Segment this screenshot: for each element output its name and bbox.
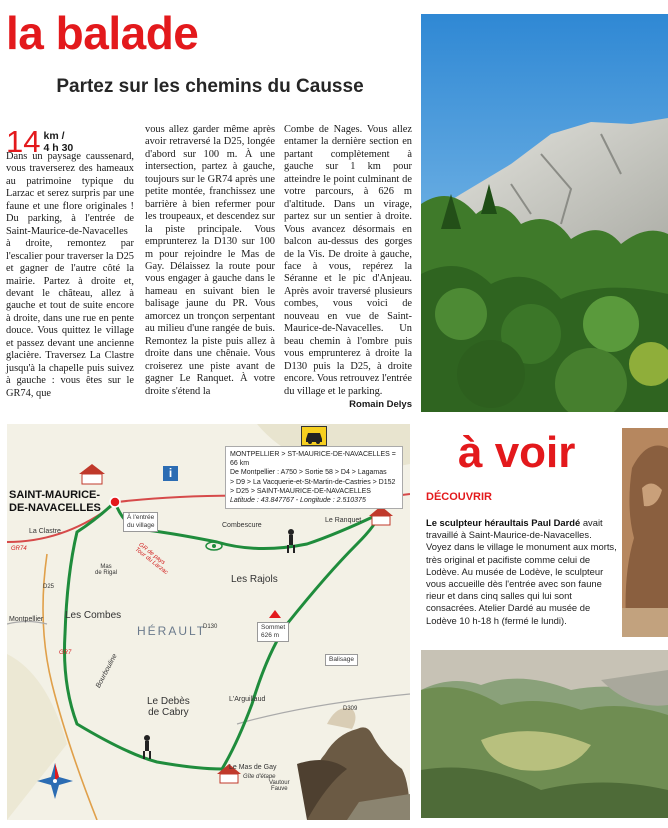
car-icon [301,426,327,446]
page-subtitle: Partez sur les chemins du Causse [56,76,364,97]
map-road-d309: D309 [343,706,358,712]
map-label-combescure: Combescure [222,522,262,529]
sculpture-photo [622,428,668,637]
sidebar-lead: Le sculpteur héraultais Paul Dardé [426,517,581,528]
page-title: la balade [6,7,199,59]
sidebar-category: DÉCOUVRIR [426,491,493,503]
article-text-1: Dans un paysage caussenard, vous traverserez des hameaux au patrimoine typique du Larzac et serez surpris par une faune et une flore originales ! Du parking, à l'entrée de Saint-Maurice-de-Navacelles à droite, remontez par l'escalier pour traverser la D25 et gagner de l'autre côté la mairie. Partez à droite et, devant le château, allez à gauche et tout de suite encore à droite, dans une rue en pente douce. Vous quittez le village et passez devant une ancienne glacière. Traversez La Clastre jusqu'à la chapelle puis suivez à gauche : vous êtes sur le GR74, que [6,151,134,399]
duration: 4 h 30 [43,142,74,154]
distance-unit: km / [43,130,65,142]
map-label-rajols: Les Rajols [231,574,278,585]
article-text-3: Combe de Nages. Vous allez entamer la dernière section en partant complètement à gauche sur 1 km pour atteindre le point culminant de votre parcours, à 626 m d'altitude. Dans un virage, partez sur un sentier à droite. Vous avancez désormais en balcon au-dessus des gorges de la Vis. De droite à gauche, face à vous, repérez la Séranne et le pic d'Anjeau. Après avoir traversé plusieurs combes, vous voici de nouveau en vue de Saint-Maurice-de-Navacelles. Un beau chemin à l'ombre puis vous emprunterez à droite la D130 puis la D25, à droite encore. Vous retrouvez l'entrée du village et le parking. [284,124,412,397]
route-map [7,424,410,820]
route-info-line-4: > D25 > SAINT-MAURICE-DE-NAVACELLES [230,487,371,495]
sidebar-text [426,517,618,627]
map-summit-box: Sommet 626 m [257,622,289,642]
gorge-photo [421,650,668,818]
article-text-2: vous allez garder même après avoir retraversé la D25, longée d'abord sur 100 m. À une intersection, partez à gauche, toujours sur le GR74 après une petite montée, franchissez une barrière à bien refermer pour les troupeaux, et descendez sur la piste principale. Vous emprunterez la D130 sur 100 m pour rejoindre le Mas de Gay. Délaissez la route pour vous engager à gauche dans le hameau en suivant bien le balisage jaune du PR. Vous amorcez un tronçon serpentant au milieu d'une rangée de buis. Remontez la piste puis allez à droite dans une chênaie. Vous croiserez une piste avant de gagner Le Ranquet. À votre droite s'étend la [145,124,275,397]
route-info-line-2: De Montpellier : A750 > Sortie 58 > D4 > Lagamas [230,469,387,477]
route-info-box [225,446,403,509]
map-label-debes: Le Debès de Cabry [147,696,190,718]
map-label-montpellier: Montpellier [9,616,44,623]
info-sign-icon: i [163,466,178,481]
distance-number: 14 [6,124,41,159]
map-balisage-box: Balisage [325,654,358,666]
start-marker [110,497,120,507]
map-label-vautour: Vautour Fauve [269,780,290,792]
map-parking-box: À l'entrée du village [123,512,158,532]
article-column-1 [6,124,134,400]
landscape-photo [421,14,668,412]
sidebar-heading: à voir [458,428,576,477]
route-info-line-3: > D9 > La Vacquerie-et-St-Martin-de-Castries > D152 [230,478,396,486]
map-label-arguillaud: L'Arguillaud [229,696,266,703]
route-coordinates: Latitude : 43.847767 - Longitude : 2.510375 [230,497,366,505]
map-label-gite: Gîte d'étape [243,774,276,780]
map-label-mas-rigal: Mas de Rigal [95,564,118,576]
map-label-ranquet: Le Ranquet [325,517,362,524]
article-column-2 [145,124,275,398]
map-label-combes: Les Combes [65,610,122,621]
author-byline: Romain Delys [349,398,412,410]
map-label-village: SAINT-MAURICE- DE-NAVACELLES [9,489,101,514]
map-label-bourbouline: Bourbouline [95,652,119,690]
map-label-mas-gay: Le Mas de Gay [229,764,277,771]
map-road-gr7: GR7 [59,650,72,656]
map-label-clastre: La Clastre [29,528,61,535]
map-road-gr74: GR74 [11,546,27,552]
map-road-d25: D25 [43,584,55,590]
map-label-herault: HÉRAULT [137,624,207,638]
article-column-3 [284,124,412,411]
map-road-d130: D130 [203,624,218,630]
map-label-gr-pays: GR de pays Tour du Larzac [133,542,169,576]
route-info-line-1: MONTPELLIER > ST-MAURICE-DE-NAVACELLES = 66 km [230,451,396,468]
sidebar-body: avait travaillé à Saint-Maurice-de-Navacelles. Voyez dans le village le monument aux morts, très original et pacifiste comme celui de Lodève. Au musée de Lodève, le sculpteur vous accueille dès l'entrée avec son faune rieur et dans cinq salles qui lui sont consacrées. Atelier Dardé au musée de Lodève 10 h-18 h (fermé le lundi). [426,517,617,626]
